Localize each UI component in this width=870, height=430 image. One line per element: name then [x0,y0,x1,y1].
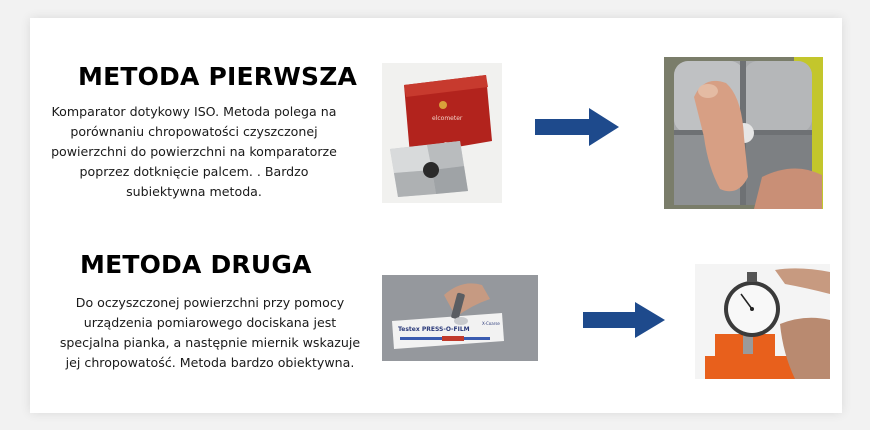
desc-line: subiektywna metoda. [126,184,262,199]
desc-line: specjalna pianka, a następnie miernik wskazuje [59,335,361,350]
case-brand-text: elcometer [432,115,463,122]
tape-grade-text: X-Coarse [482,321,500,326]
desc-line: powierzchni do powierzchni na komparatorze [51,144,337,159]
tape-brand-text: Testex PRESS-O-FILM [398,326,470,333]
method-two-title: METODA DRUGA [80,250,312,279]
method-two-description [50,293,370,373]
finger-comparator-photo [664,57,823,209]
method-one-description [50,102,338,202]
dial-micrometer-photo [695,264,830,379]
desc-line: porównaniu chropowatości czyszczonej [70,124,318,139]
desc-line: poprzez dotknięcie palcem. . Bardzo [79,164,309,179]
desc-line: Do oczyszczonej powierzchni przy pomocy [75,295,345,310]
comparator-kit-photo [382,63,502,203]
method-one-title: METODA PIERWSZA [78,62,358,91]
arrow-right-icon [535,108,619,146]
arrow-right-icon [583,302,665,338]
desc-line: jej chropowatość. Metoda bardzo obiektywna. [65,355,355,370]
press-o-film-photo [382,275,538,361]
desc-line: urządzenia pomiarowego dociskana jest [83,315,337,330]
desc-line: Komparator dotykowy ISO. Metoda polega na [51,104,337,119]
